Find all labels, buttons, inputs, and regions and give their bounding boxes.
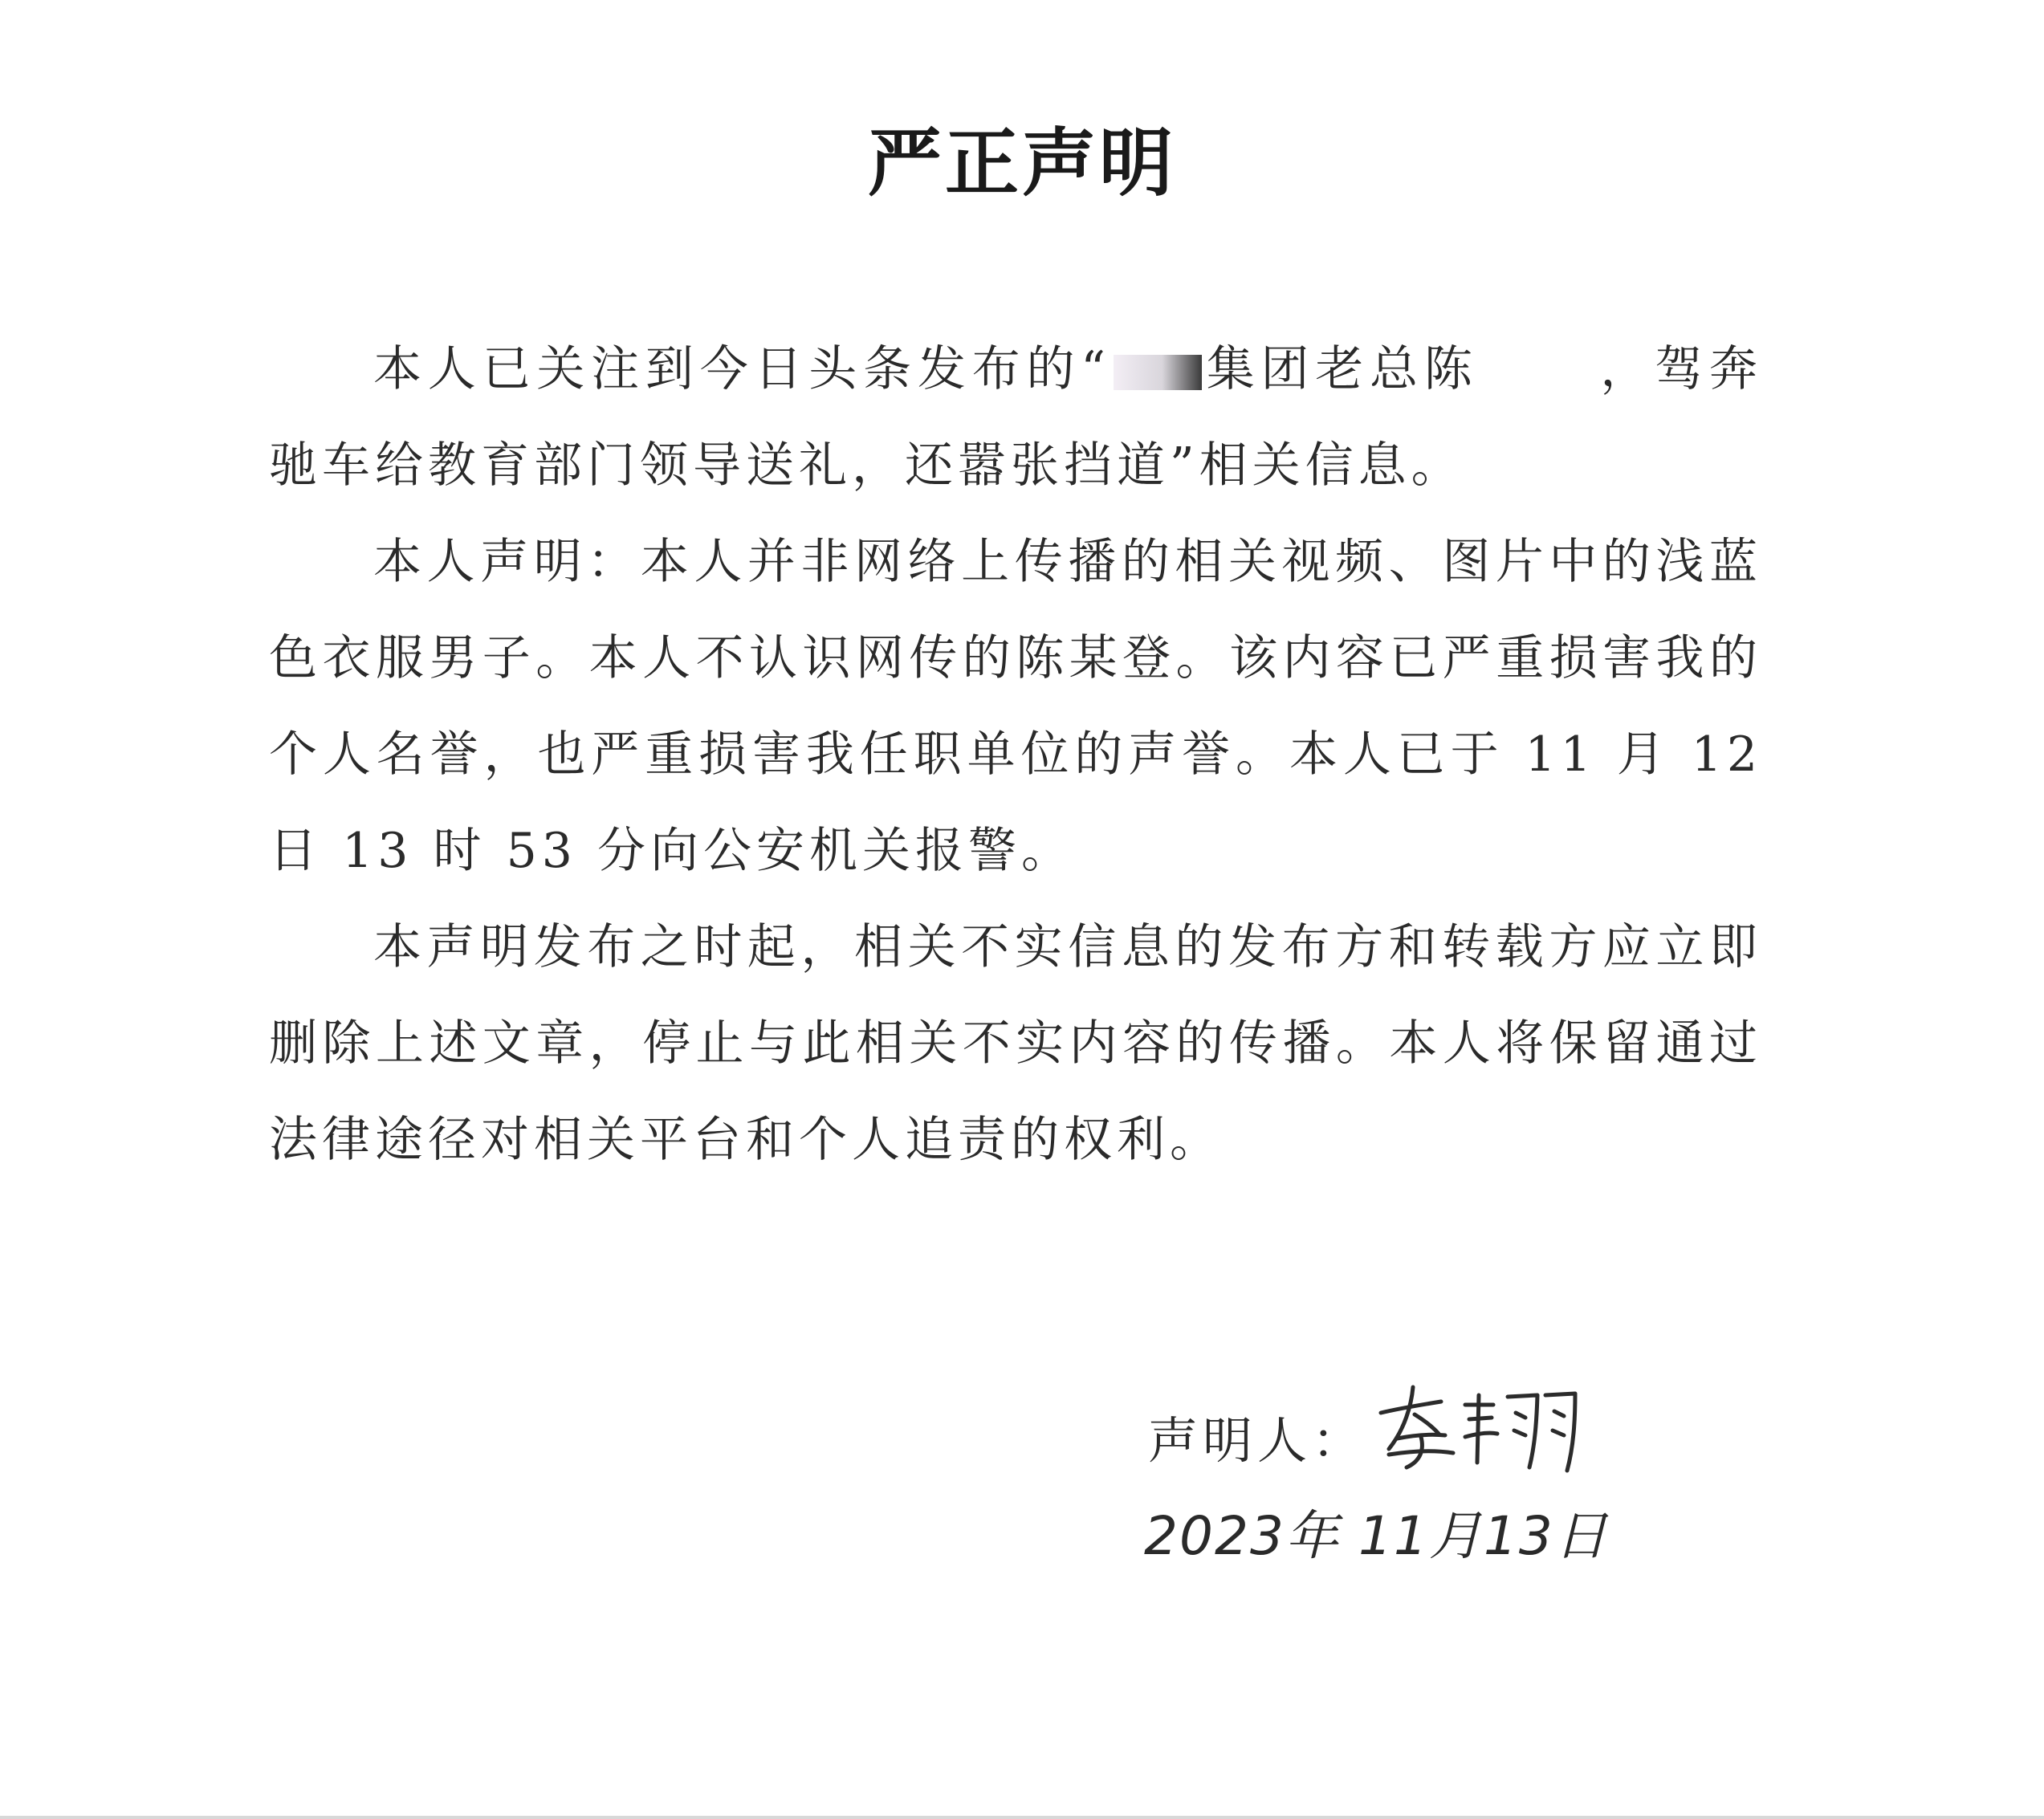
redaction-block — [1114, 355, 1202, 390]
paragraph-1 — [269, 321, 1762, 514]
paragraph-1-text-c: ，驾奔驰车给教育部门领导送礼，还嚣张挡道”相关信息。 — [269, 341, 1763, 494]
paragraph-1-text-b: 集团老总陈 — [1204, 341, 1479, 397]
paragraph-1-text-a: 本人已关注到今日头条发布的“ — [373, 341, 1110, 397]
signer-label: 声明人： — [1148, 1411, 1367, 1470]
signature-graphic — [1365, 1373, 1606, 1485]
document-body — [269, 321, 1762, 1188]
redaction-block-light — [1479, 355, 1599, 390]
page-edge — [0, 1816, 2044, 1819]
paragraph-2: 本人声明：本人并非网络上传播的相关视频、图片中的浅蓝色衣服男子。本人不认识网传的陈某登。该内容已严重损害我的个人名誉，也严重损害我任职单位的声誉。本人已于 11 月 12 日 13 时 53 分向公安机关报警。 — [269, 534, 1762, 879]
document-date: 2023年 11月13日 — [1144, 1505, 1609, 1567]
handwritten-signature — [1365, 1373, 1606, 1488]
document-title: 严正声明 — [867, 120, 1176, 206]
paragraph-3: 本声明发布之时起，相关不实信息的发布方和转载方应立即删除上述文章，停止与此相关不实内容的传播。本人将保留通过法律途径对相关平台和个人追责的权利。 — [269, 919, 1762, 1168]
